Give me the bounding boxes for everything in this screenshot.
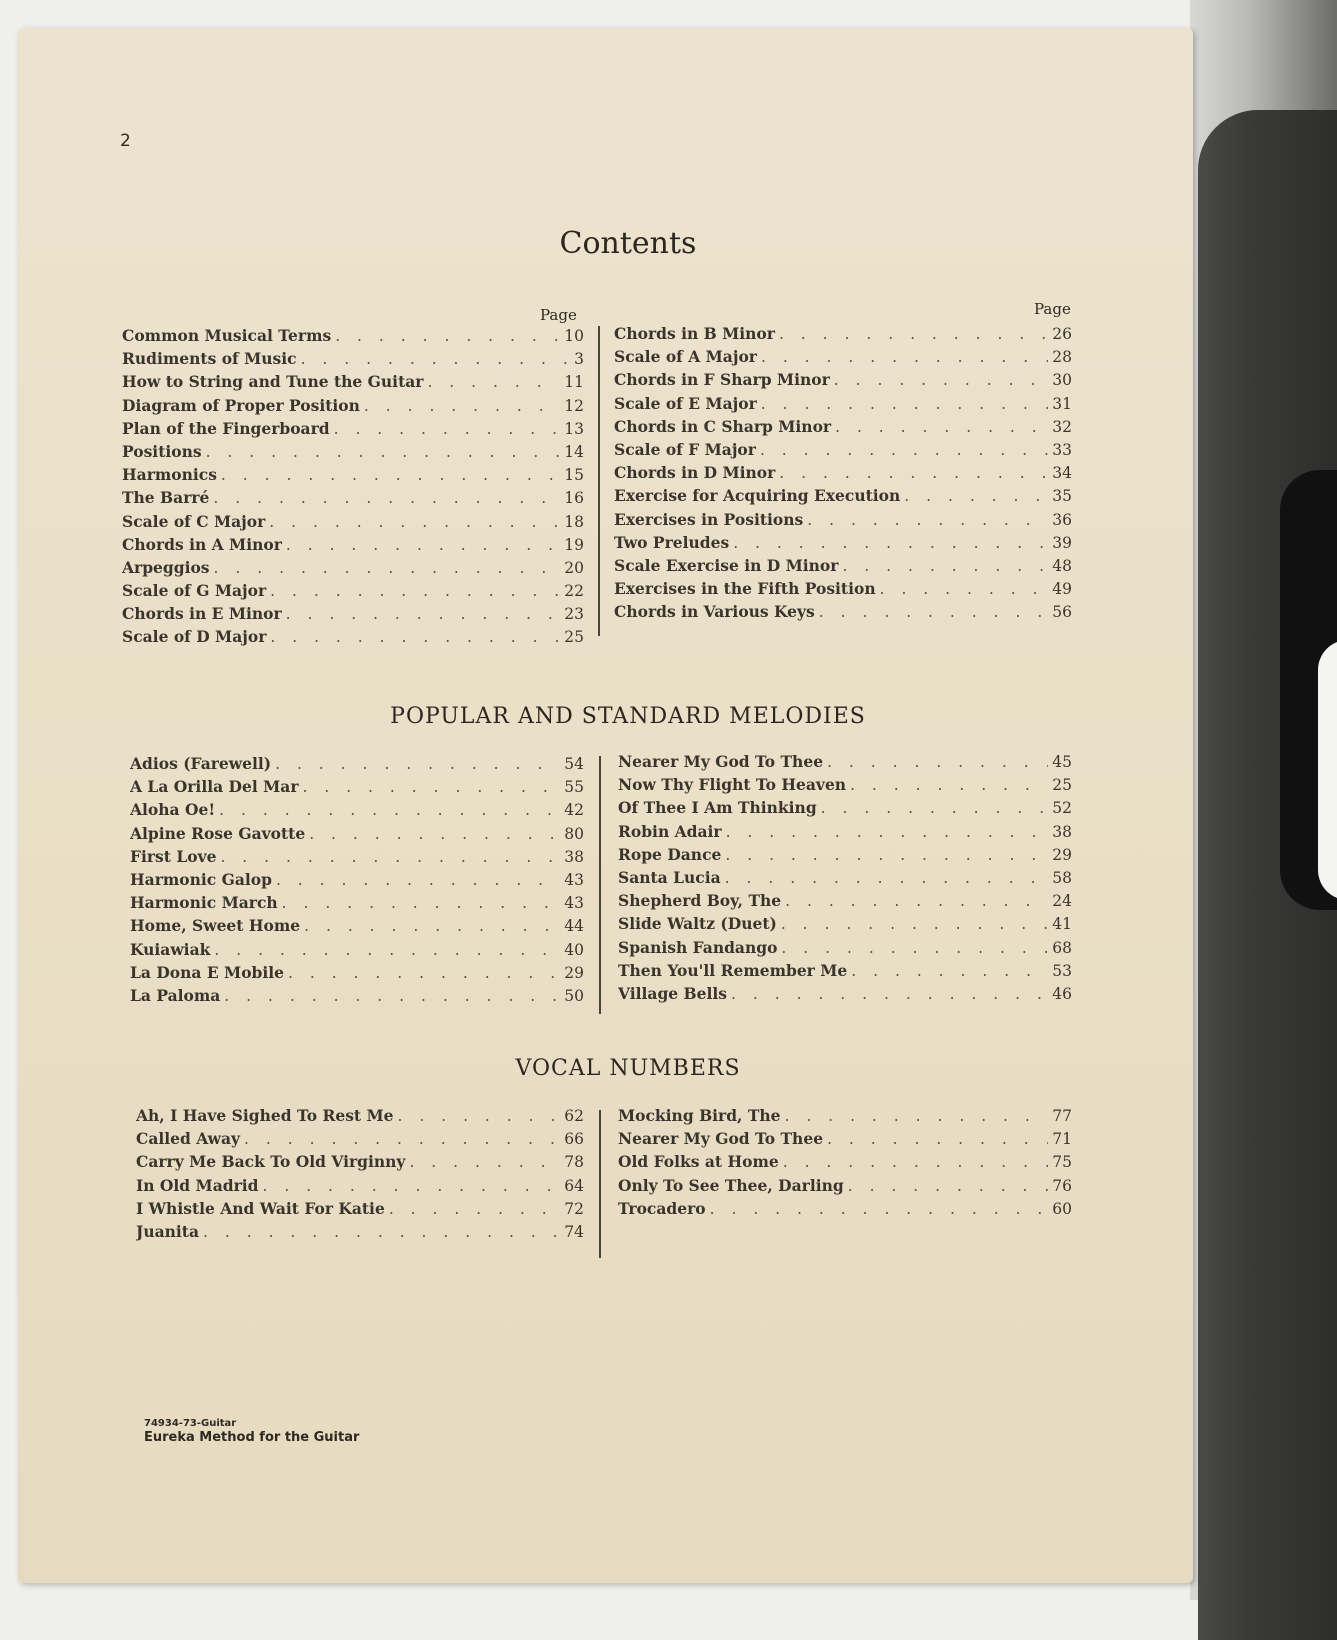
toc-leader-dots: [842, 557, 1048, 575]
toc-entry-title: First Love: [130, 846, 217, 866]
toc-entry-page: 38: [1052, 822, 1072, 841]
toc-entry-page: 3: [574, 350, 584, 369]
toc-leader-dots: [224, 987, 560, 1005]
toc-entry-page: 56: [1052, 603, 1072, 622]
toc-entry: [618, 822, 1072, 845]
toc-entry-title: Then You'll Remember Me: [618, 960, 848, 980]
toc-entry-title: I Whistle And Wait For Katie: [136, 1198, 385, 1218]
toc-entry-title: Chords in E Minor: [122, 604, 282, 624]
toc-entry: [122, 535, 584, 558]
toc-entry: [618, 845, 1072, 868]
toc-entry: [122, 396, 584, 419]
melodies-left-column: [130, 754, 584, 1009]
toc-entry: [618, 752, 1072, 775]
toc-entry-page: 62: [564, 1107, 584, 1125]
toc-entry: [122, 627, 584, 650]
toc-entry: [122, 512, 584, 535]
toc-entry: [614, 347, 1072, 370]
toc-entry-title: A La Orilla Del Mar: [130, 777, 299, 797]
toc-entry: [130, 916, 584, 939]
toc-entry-title: The Barré: [122, 488, 210, 508]
toc-leader-dots: [214, 941, 560, 959]
toc-entry-title: Kuiawiak: [130, 939, 211, 959]
toc-entry-page: 25: [564, 628, 584, 647]
toc-entry-page: 26: [1052, 325, 1072, 343]
toc-entry-title: Harmonic Galop: [130, 869, 272, 889]
toc-entry: [614, 602, 1072, 625]
toc-leader-dots: [779, 325, 1048, 343]
toc-leader-dots: [827, 753, 1048, 771]
toc-leader-dots: [427, 373, 560, 391]
toc-entry-page: 35: [1052, 487, 1072, 506]
toc-entry-title: Harmonics: [122, 465, 217, 485]
toc-leader-dots: [834, 371, 1049, 389]
toc-entry-page: 30: [1052, 371, 1072, 390]
toc-entry-title: Nearer My God To Thee: [618, 752, 824, 771]
toc-entry-title: Rudiments of Music: [122, 349, 297, 369]
toc-entry-page: 34: [1052, 464, 1072, 483]
toc-leader-dots: [710, 1200, 1049, 1218]
toc-leader-dots: [389, 1200, 560, 1218]
toc-entry: [614, 394, 1072, 417]
toc-entry: [136, 1199, 584, 1222]
toc-leader-dots: [733, 534, 1048, 552]
toc-leader-dots: [286, 536, 560, 554]
toc-leader-dots: [203, 1223, 560, 1241]
toc-leader-dots: [848, 1177, 1049, 1195]
toc-leader-dots: [819, 603, 1048, 621]
toc-entry-page: 31: [1052, 394, 1072, 413]
toc-entry-page: 42: [564, 801, 584, 820]
toc-entry-page: 80: [564, 824, 584, 843]
toc-entry-title: Home, Sweet Home: [130, 916, 301, 936]
toc-entry-title: Old Folks at Home: [618, 1152, 779, 1172]
page-header-right: Page: [1034, 300, 1071, 318]
toc-entry-page: 10: [564, 327, 584, 345]
toc-entry: [618, 914, 1072, 937]
toc-entry: [614, 556, 1072, 579]
toc-leader-dots: [206, 443, 561, 461]
photograph-collar: [1318, 640, 1337, 900]
toc-leader-dots: [262, 1177, 560, 1195]
toc-leader-dots: [214, 559, 561, 577]
toc-entry: [130, 777, 584, 800]
toc-entry: [618, 1152, 1072, 1175]
toc-entry-title: Plan of the Fingerboard: [122, 418, 330, 438]
toc-entry-title: La Dona E Mobile: [130, 962, 285, 982]
toc-entry: [136, 1222, 584, 1245]
toc-entry: [618, 868, 1072, 891]
toc-entry: [122, 419, 584, 442]
toc-entry: [130, 754, 584, 777]
toc-leader-dots: [364, 397, 560, 415]
toc-entry-page: 13: [564, 419, 584, 438]
toc-leader-dots: [269, 513, 560, 531]
toc-entry: [618, 798, 1072, 821]
toc-leader-dots: [244, 1130, 560, 1148]
toc-entry-title: Only To See Thee, Darling: [618, 1175, 844, 1195]
toc-leader-dots: [309, 825, 560, 843]
toc-entry-page: 71: [1052, 1130, 1072, 1149]
toc-entry-title: Adios (Farewell): [130, 754, 272, 773]
toc-entry-page: 43: [564, 870, 584, 889]
toc-entry: [618, 1199, 1072, 1222]
toc-entry-page: 32: [1052, 417, 1072, 436]
toc-leader-dots: [731, 985, 1048, 1003]
toc-leader-dots: [288, 964, 560, 982]
footer-book-title: Eureka Method for the Guitar: [144, 1430, 360, 1445]
toc-entry-page: 45: [1052, 753, 1072, 771]
toc-entry: [122, 558, 584, 581]
toc-leader-dots: [398, 1107, 561, 1125]
toc-entry-page: 55: [564, 778, 584, 797]
toc-leader-dots: [851, 962, 1048, 980]
column-divider: [598, 326, 600, 636]
toc-entry-page: 12: [564, 396, 584, 415]
toc-entry-title: Chords in D Minor: [614, 463, 776, 483]
toc-entry-title: Rope Dance: [618, 844, 722, 864]
toc-entry: [618, 984, 1072, 1007]
toc-leader-dots: [725, 846, 1048, 864]
toc-entry-title: Ah, I Have Sighed To Rest Me: [136, 1106, 394, 1125]
toc-leader-dots: [761, 395, 1049, 413]
toc-entry-title: Harmonic March: [130, 893, 278, 913]
toc-entry-page: 52: [1052, 799, 1072, 818]
melodies-right-column: [618, 752, 1072, 1007]
toc-leader-dots: [409, 1153, 560, 1171]
toc-entry-page: 41: [1052, 915, 1072, 934]
footer-catalog: 74934-73-Guitar: [144, 1418, 237, 1429]
toc-entry: [130, 824, 584, 847]
toc-entry: [136, 1129, 584, 1152]
toc-entry-page: 11: [564, 373, 584, 392]
book-page: [18, 28, 1193, 1583]
toc-entry-page: 75: [1052, 1153, 1072, 1172]
toc-entry: [614, 324, 1072, 347]
toc-entry: [614, 370, 1072, 393]
vocal-right-column: [618, 1106, 1072, 1222]
toc-entry-title: Now Thy Flight To Heaven: [618, 775, 847, 795]
toc-entry: [618, 775, 1072, 798]
toc-entry: [122, 372, 584, 395]
toc-entry: [130, 893, 584, 916]
toc-leader-dots: [807, 511, 1048, 529]
contents-right-column: [614, 324, 1072, 625]
toc-entry-page: 18: [564, 512, 584, 531]
toc-entry-title: Scale of F Major: [614, 439, 756, 459]
toc-entry-title: Scale of E Major: [614, 393, 757, 413]
toc-entry-page: 14: [564, 442, 584, 461]
toc-entry-title: Mocking Bird, The: [618, 1106, 781, 1125]
toc-entry-page: 68: [1052, 938, 1072, 957]
toc-leader-dots: [781, 915, 1048, 933]
toc-entry: [122, 465, 584, 488]
toc-leader-dots: [726, 823, 1049, 841]
toc-entry-title: Carry Me Back To Old Virginny: [136, 1152, 406, 1172]
toc-leader-dots: [880, 580, 1049, 598]
toc-entry-page: 38: [564, 847, 584, 866]
toc-entry-page: 54: [564, 755, 584, 773]
toc-entry-title: La Paloma: [130, 985, 221, 1005]
toc-entry-page: 15: [564, 466, 584, 485]
toc-leader-dots: [785, 1107, 1049, 1125]
vocal-left-column: [136, 1106, 584, 1245]
toc-entry-page: 46: [1052, 984, 1072, 1003]
toc-entry-page: 72: [564, 1199, 584, 1218]
toc-leader-dots: [220, 848, 560, 866]
toc-leader-dots: [304, 917, 560, 935]
toc-entry-page: 78: [564, 1153, 584, 1172]
toc-entry-title: Juanita: [136, 1221, 200, 1241]
toc-entry-title: Aloha Oe!: [130, 800, 216, 820]
contents-left-column: [122, 326, 584, 651]
melodies-heading: POPULAR AND STANDARD MELODIES: [390, 704, 866, 729]
toc-entry: [614, 510, 1072, 533]
toc-entry: [136, 1106, 584, 1129]
toc-entry: [618, 961, 1072, 984]
toc-leader-dots: [781, 939, 1048, 957]
toc-entry-title: Exercises in the Fifth Position: [614, 579, 876, 599]
toc-entry-title: Arpeggios: [122, 557, 210, 577]
toc-entry: [122, 488, 584, 511]
toc-entry-page: 43: [564, 894, 584, 913]
toc-entry-title: Called Away: [136, 1129, 241, 1149]
toc-entry: [618, 1176, 1072, 1199]
toc-leader-dots: [760, 441, 1048, 459]
toc-leader-dots: [827, 1130, 1048, 1148]
toc-entry-page: 29: [1052, 845, 1072, 864]
toc-leader-dots: [335, 327, 560, 345]
toc-entry-page: 25: [1052, 776, 1072, 795]
toc-entry-title: Exercise for Acquiring Execution: [614, 486, 901, 506]
toc-entry: [130, 963, 584, 986]
toc-entry-title: Village Bells: [618, 983, 728, 1003]
toc-entry-page: 19: [564, 535, 584, 554]
toc-entry-title: Common Musical Terms: [122, 326, 332, 345]
toc-entry: [614, 533, 1072, 556]
toc-entry-page: 33: [1052, 440, 1072, 459]
toc-entry: [122, 581, 584, 604]
toc-entry-title: Shepherd Boy, The: [618, 891, 782, 911]
toc-entry: [614, 440, 1072, 463]
toc-entry: [136, 1176, 584, 1199]
page-number: 2: [120, 131, 131, 151]
toc-entry: [130, 800, 584, 823]
toc-entry-page: 66: [564, 1130, 584, 1149]
toc-leader-dots: [779, 464, 1048, 482]
toc-leader-dots: [275, 755, 560, 773]
toc-entry-title: Chords in F Sharp Minor: [614, 370, 830, 390]
toc-entry: [130, 870, 584, 893]
toc-entry-page: 74: [564, 1222, 584, 1241]
toc-entry-page: 76: [1052, 1176, 1072, 1195]
toc-entry-page: 58: [1052, 868, 1072, 887]
column-divider: [599, 756, 601, 1014]
toc-entry-title: Santa Lucia: [618, 867, 721, 887]
toc-leader-dots: [213, 489, 560, 507]
toc-leader-dots: [761, 348, 1048, 366]
toc-entry-title: Chords in C Sharp Minor: [614, 416, 832, 436]
toc-leader-dots: [783, 1153, 1049, 1171]
toc-entry-title: Trocadero: [618, 1198, 706, 1218]
toc-entry: [614, 463, 1072, 486]
toc-entry-title: Robin Adair: [618, 821, 722, 841]
toc-entry-page: 36: [1052, 510, 1072, 529]
toc-entry-title: Two Preludes: [614, 532, 730, 552]
toc-entry: [130, 986, 584, 1009]
toc-entry: [618, 1129, 1072, 1152]
toc-entry: [122, 604, 584, 627]
toc-entry-page: 16: [564, 489, 584, 508]
toc-entry: [130, 940, 584, 963]
toc-entry-page: 22: [564, 582, 584, 601]
toc-entry: [122, 442, 584, 465]
toc-entry-page: 28: [1052, 348, 1072, 367]
toc-entry: [130, 847, 584, 870]
toc-entry-page: 77: [1052, 1107, 1072, 1125]
toc-entry-title: How to String and Tune the Guitar: [122, 372, 424, 392]
toc-entry-page: 39: [1052, 533, 1072, 552]
toc-entry-page: 50: [564, 986, 584, 1005]
toc-entry-title: Alpine Rose Gavotte: [130, 823, 306, 843]
toc-entry-page: 53: [1052, 961, 1072, 980]
toc-leader-dots: [270, 628, 560, 646]
toc-entry-page: 64: [564, 1176, 584, 1195]
toc-entry-title: Scale of G Major: [122, 581, 267, 601]
toc-entry: [136, 1152, 584, 1175]
toc-entry-title: Nearer My God To Thee: [618, 1129, 824, 1149]
toc-entry-page: 48: [1052, 556, 1072, 575]
toc-entry-title: In Old Madrid: [136, 1175, 259, 1195]
toc-entry-page: 24: [1052, 892, 1072, 911]
toc-entry-title: Scale of A Major: [614, 347, 757, 367]
toc-leader-dots: [725, 869, 1049, 887]
toc-leader-dots: [821, 799, 1049, 817]
toc-entry-title: Scale of D Major: [122, 627, 267, 647]
toc-entry-title: Positions: [122, 441, 202, 461]
toc-entry: [618, 891, 1072, 914]
toc-entry-title: Diagram of Proper Position: [122, 395, 360, 415]
toc-entry-title: Scale Exercise in D Minor: [614, 555, 839, 575]
toc-entry: [614, 486, 1072, 509]
toc-entry: [122, 326, 584, 349]
toc-leader-dots: [282, 894, 561, 912]
toc-leader-dots: [334, 420, 561, 438]
toc-entry-title: Spanish Fandango: [618, 937, 778, 957]
toc-entry: [614, 579, 1072, 602]
toc-entry-title: Chords in A Minor: [122, 534, 282, 554]
toc-leader-dots: [904, 487, 1048, 505]
toc-leader-dots: [219, 801, 560, 819]
toc-entry: [618, 938, 1072, 961]
toc-entry-page: 29: [564, 963, 584, 982]
toc-entry-title: Slide Waltz (Duet): [618, 914, 777, 934]
toc-leader-dots: [850, 776, 1048, 794]
column-divider: [599, 1110, 601, 1258]
toc-leader-dots: [301, 350, 571, 368]
toc-leader-dots: [303, 778, 561, 796]
toc-entry-title: Of Thee I Am Thinking: [618, 798, 817, 818]
toc-leader-dots: [270, 582, 560, 600]
toc-entry-title: Exercises in Positions: [614, 509, 804, 529]
toc-entry-page: 49: [1052, 580, 1072, 599]
toc-entry-title: Chords in Various Keys: [614, 602, 815, 622]
toc-entry-title: Scale of C Major: [122, 511, 266, 531]
toc-leader-dots: [835, 418, 1048, 436]
toc-entry-page: 40: [564, 940, 584, 959]
vocal-heading: VOCAL NUMBERS: [515, 1056, 741, 1081]
toc-entry: [614, 417, 1072, 440]
page-header-left: Page: [540, 306, 577, 324]
toc-leader-dots: [785, 892, 1048, 910]
toc-entry-title: Chords in B Minor: [614, 324, 775, 343]
toc-leader-dots: [276, 871, 560, 889]
toc-leader-dots: [286, 605, 561, 623]
toc-entry-page: 23: [564, 605, 584, 624]
toc-entry: [618, 1106, 1072, 1129]
toc-entry-page: 60: [1052, 1199, 1072, 1218]
toc-entry-page: 44: [564, 917, 584, 936]
toc-entry-page: 20: [564, 558, 584, 577]
contents-title: Contents: [559, 226, 697, 261]
toc-leader-dots: [221, 466, 560, 484]
toc-entry: [122, 349, 584, 372]
